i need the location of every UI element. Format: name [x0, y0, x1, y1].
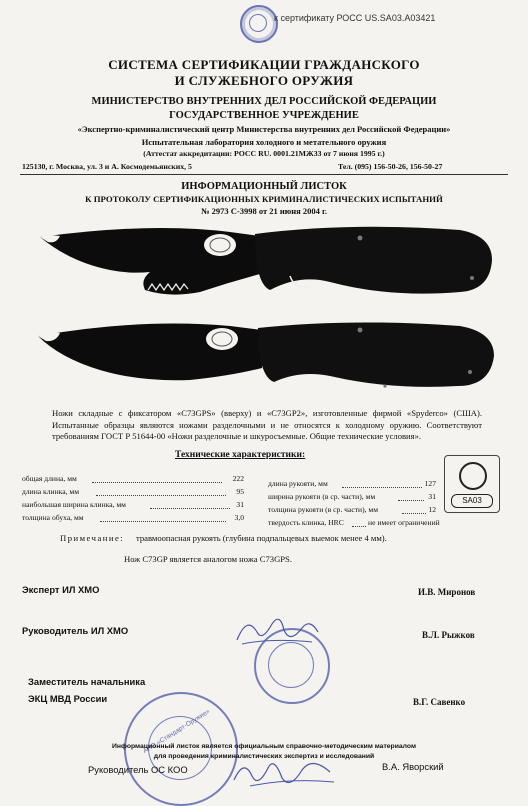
spec-label-handle-thickness: толщина рукояти (в ср. части), мм: [268, 505, 379, 514]
accreditation-line: (Аттестат аккредитации: РОСС RU. 0001.21МЖ33 от 7 июня 1995 г.): [143, 149, 385, 158]
info-subtitle: К ПРОТОКОЛУ СЕРТИФИКАЦИОННЫХ КРИМИНАЛИСТИЧЕСКИХ ИСПЫТАНИЙ: [85, 194, 443, 204]
phone: Тел. (095) 156-50-26, 156-50-27: [338, 162, 443, 171]
role-ekc: ЭКЦ МВД России: [28, 693, 108, 704]
spec-value-blade-width: 31: [236, 500, 244, 509]
rst-certification-mark: [444, 455, 500, 513]
knife-1-thumb-hole: [204, 234, 236, 256]
certificate-seal-inner: [249, 14, 267, 32]
footer-note-line-2: для проведения криминалистических экспертиз и исследований: [153, 753, 375, 760]
note-text: травмоопасная рукоять (глубина подпальцевых выемок менее 4 мм).: [136, 533, 387, 543]
system-title-line-2: И СЛУЖЕБНОГО ОРУЖИЯ: [174, 73, 354, 88]
spec-label-blade-hardness: твердость клинка, HRC: [268, 518, 344, 527]
stamp-standart-text: АНО «Стандарт-Оружие»: [142, 708, 212, 755]
institution-line: ГОСУДАРСТВЕННОЕ УЧРЕЖДЕНИЕ: [169, 110, 359, 121]
rst-logo-icon: [459, 462, 487, 490]
name-expert: И.В. Миронов: [418, 587, 476, 597]
lab-line: Испытательная лаборатория холодного и метательного оружия: [141, 137, 387, 147]
system-title-line-1: СИСТЕМА СЕРТИФИКАЦИИ ГРАЖДАНСКОГО: [108, 57, 420, 72]
knife-2-thumb-hole: [206, 328, 238, 350]
spec-label-blade-width: наибольшая ширина клинка, мм: [22, 500, 126, 509]
footer-note-line-1: Информационный листок является официальным справочно-методическим материалом: [111, 743, 416, 750]
role-os-head: Руководитель ОС КОО: [88, 764, 188, 775]
protocol-number: № 2973 С-3998 от 21 июня 2004 г.: [200, 206, 328, 216]
round-stamp-ministry-inner: [268, 642, 314, 688]
spec-value-total-length: 222: [232, 474, 244, 483]
cert-note: к сертификату РОСС US.SA03.A03421: [274, 13, 436, 23]
spec-label-blade-length: длина клинка, мм: [22, 487, 80, 496]
description-paragraph: Ножи складные с фиксатором «C73GPS» (вверху) и «C73GP2», изготовленные фирмой «Spyderco» (США). Испытанные образцы являются ножами разделочными и не относятся к холодному оружию. Соответствуют требованиям ГОСТ Р 51644-00 «Ножи разделочные и шкуросъемные. Общие технические условия».: [52, 408, 482, 441]
spec-value-spine-thickness: 3,0: [234, 513, 244, 522]
role-lab-head: Руководитель ИЛ ХМО: [22, 625, 129, 636]
spec-label-total-length: общая длина, мм: [22, 474, 77, 483]
specs-title: Технические характеристики:: [175, 450, 306, 460]
role-deputy-head: Заместитель начальника: [28, 676, 146, 687]
spec-label-handle-length: длина рукояти, мм: [268, 479, 328, 488]
name-lab-head: В.Л. Рыжков: [422, 630, 475, 640]
spec-value-handle-thickness: 12: [428, 505, 436, 514]
spec-value-blade-hardness: не имеет ограничений: [368, 518, 440, 527]
center-line: «Экспертно-криминалистический центр Министерства внутренних дел Российской Федерации»: [77, 124, 451, 134]
spec-value-handle-length: 127: [424, 479, 436, 488]
knife-c73gps-image: [30, 212, 500, 304]
address: 125130, г. Москва, ул. 3 и А. Космодемьянских, 5: [22, 162, 192, 171]
spec-value-handle-width: 31: [428, 492, 436, 501]
name-deputy-head: В.Г. Савенко: [413, 697, 466, 707]
name-os-head: В.А. Яворский: [382, 761, 444, 772]
knife-2-handle: [258, 322, 494, 386]
knife-c73gp2-image: [30, 306, 500, 398]
spec-value-blade-length: 95: [236, 487, 244, 496]
knife-1-handle: [255, 227, 492, 294]
info-title: ИНФОРМАЦИОННЫЙ ЛИСТОК: [181, 181, 347, 192]
analog-note: Нож C73GP является аналогом ножа C73GPS.: [124, 554, 292, 564]
rst-code: SA03: [451, 494, 493, 508]
header-divider: [20, 174, 508, 175]
spec-label-spine-thickness: толщина обуха, мм: [22, 513, 84, 522]
ministry-line: МИНИСТЕРСТВО ВНУТРЕННИХ ДЕЛ РОССИЙСКОЙ ФЕДЕРАЦИИ: [91, 96, 437, 107]
role-expert: Эксперт ИЛ ХМО: [22, 584, 100, 595]
spec-label-handle-width: ширина рукояти (в ср. части), мм: [268, 492, 376, 501]
note-label: Примечание:: [60, 533, 125, 543]
